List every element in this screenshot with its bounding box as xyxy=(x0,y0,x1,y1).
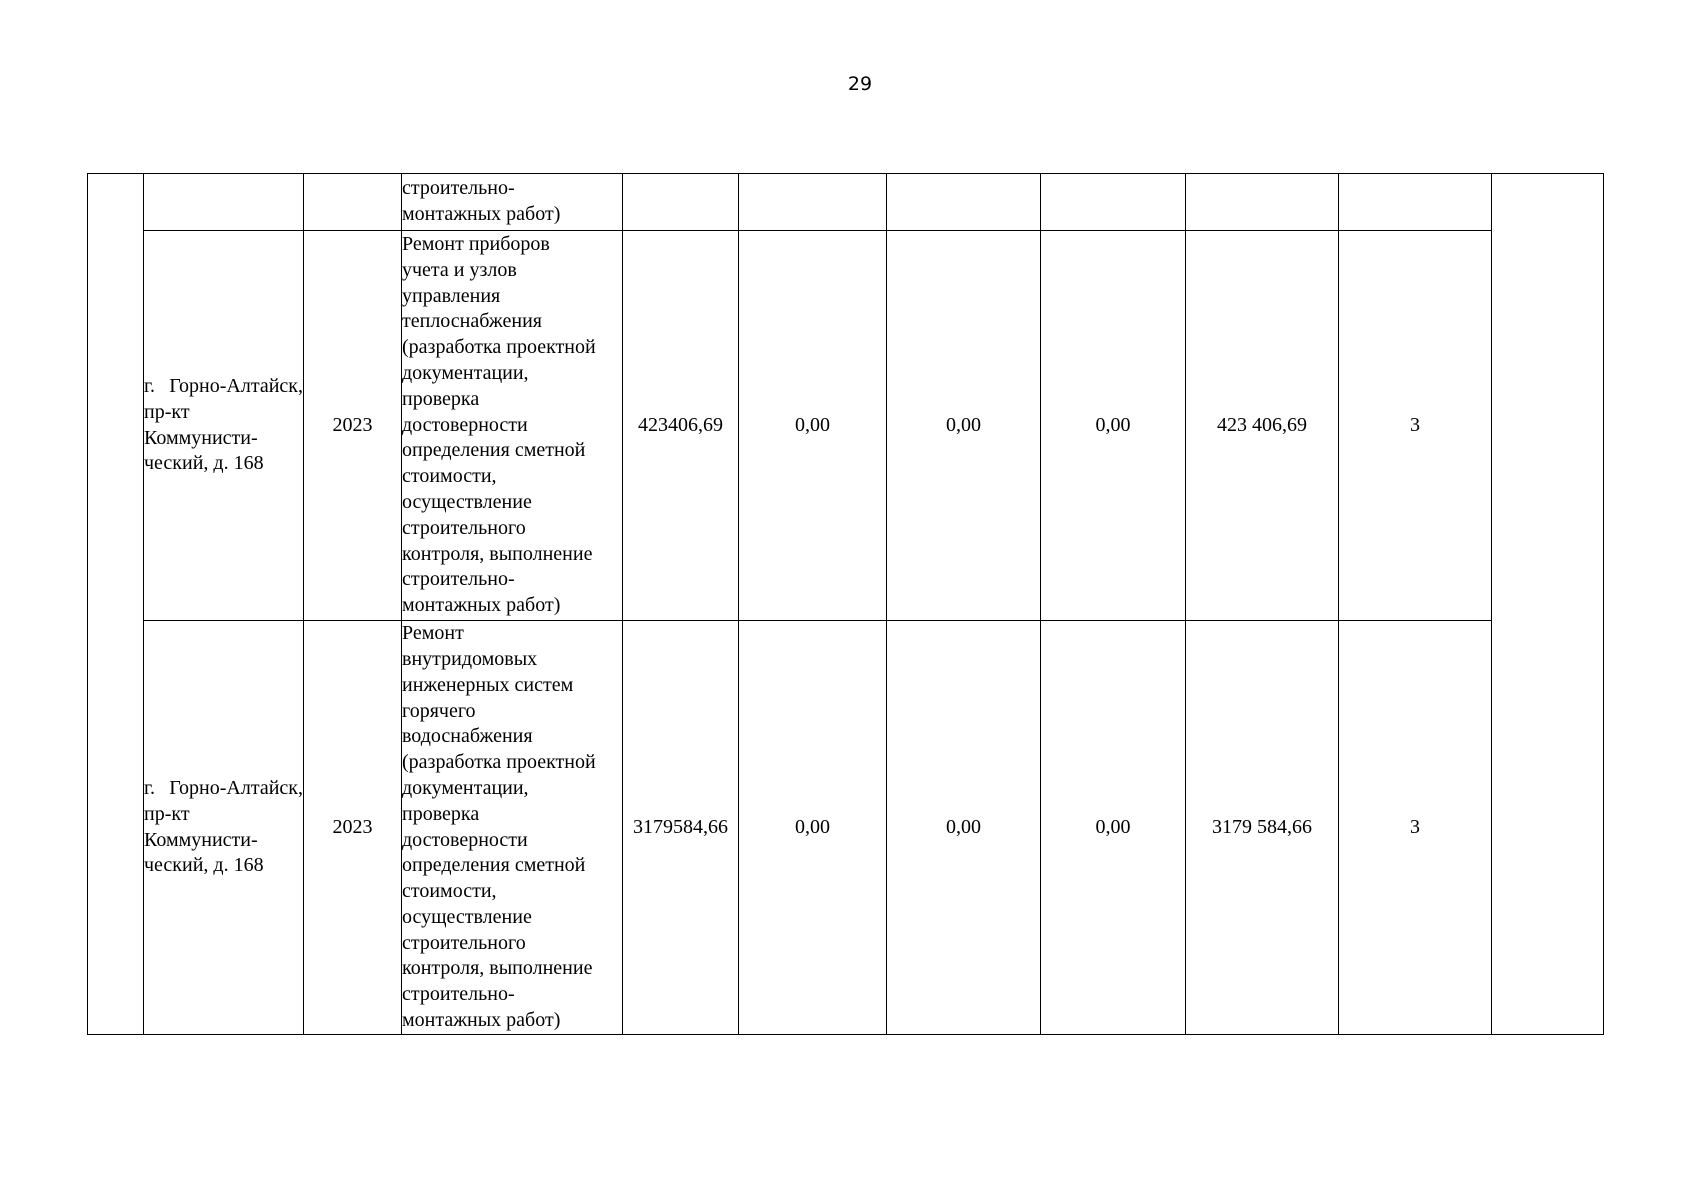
page-number: 29 xyxy=(847,73,873,95)
work-line: строительного xyxy=(402,516,526,539)
owners-cost-cell: 3179 584,66 xyxy=(1186,621,1339,1035)
work-line: водоснабжения xyxy=(402,725,533,748)
fund-cost-cell: 0,00 xyxy=(739,231,887,621)
work-line: монтажных работ) xyxy=(402,1009,561,1032)
work-line: достоверности xyxy=(402,413,528,436)
year-cell xyxy=(304,174,402,231)
fund-cost-cell: 0,00 xyxy=(739,621,887,1035)
work-line: (разработка проектной xyxy=(402,336,596,359)
work-line: документации, xyxy=(402,776,529,799)
work-line: документации, xyxy=(402,362,529,384)
notes-cell xyxy=(1492,174,1604,1035)
row-index-cell xyxy=(88,174,144,1035)
work-line: строительно- xyxy=(402,177,515,200)
work-line: Ремонт приборов xyxy=(402,233,550,256)
work-line: достоверности xyxy=(402,828,528,851)
work-line: стоимости, xyxy=(402,465,497,488)
work-line: строительно- xyxy=(402,568,515,591)
address-cell xyxy=(144,174,304,231)
regional-cost-cell: 0,00 xyxy=(887,231,1041,621)
owners-cost-cell: 423 406,69 xyxy=(1186,231,1339,621)
work-line: контроля, выполнение xyxy=(402,542,593,565)
work-line: учета и узлов xyxy=(402,258,517,281)
owners-cost-cell xyxy=(1186,174,1339,231)
table-row xyxy=(88,621,1604,1035)
year-cell: 2023 xyxy=(304,231,402,621)
work-line: проверка xyxy=(402,802,480,825)
table-row xyxy=(88,231,1604,621)
local-cost-cell: 0,00 xyxy=(1041,621,1186,1035)
local-cost-cell xyxy=(1041,174,1186,231)
work-line: осуществление xyxy=(402,490,532,513)
work-line: стоимости, xyxy=(402,880,497,903)
work-line: (разработка проектной xyxy=(402,751,596,774)
year-cell: 2023 xyxy=(304,621,402,1035)
total-cost-cell: 3179584,66 xyxy=(623,621,739,1035)
regional-cost-cell xyxy=(887,174,1041,231)
work-description-cell xyxy=(402,231,623,621)
total-cost-cell xyxy=(623,174,739,231)
work-line: проверка xyxy=(402,387,480,410)
work-line: управления xyxy=(402,284,501,307)
work-schedule-table xyxy=(87,173,1604,1035)
work-line: контроля, выполнение xyxy=(402,957,593,980)
completion-cell: 3 xyxy=(1339,231,1492,621)
regional-cost-cell: 0,00 xyxy=(887,621,1041,1035)
work-line: инженерных систем xyxy=(402,673,574,696)
work-line: монтажных работ) xyxy=(402,203,561,225)
fund-cost-cell xyxy=(739,174,887,231)
local-cost-cell: 0,00 xyxy=(1041,231,1186,621)
completion-cell: 3 xyxy=(1339,621,1492,1035)
work-description-cell xyxy=(402,174,623,231)
work-line: внутридомовых xyxy=(402,647,538,670)
work-line: монтажных работ) xyxy=(402,594,561,617)
work-line: строительно- xyxy=(402,983,515,1006)
total-cost-cell: 423406,69 xyxy=(623,231,739,621)
table-row xyxy=(88,174,1604,231)
work-line: строительного xyxy=(402,931,526,954)
work-line: определения сметной xyxy=(402,854,586,877)
work-line: осуществление xyxy=(402,905,532,928)
address-cell: г. Горно-Алтайск, пр-кт Коммунисти-ческий, д. 168 xyxy=(144,621,304,1035)
work-line: горячего xyxy=(402,699,476,722)
work-line: определения сметной xyxy=(402,439,586,462)
work-description-cell xyxy=(402,621,623,1035)
work-line: теплоснабжения xyxy=(402,310,542,333)
completion-cell xyxy=(1339,174,1492,231)
work-line: Ремонт xyxy=(402,622,464,645)
address-cell: г. Горно-Алтайск, пр-кт Коммунисти-ческий, д. 168 xyxy=(144,231,304,621)
